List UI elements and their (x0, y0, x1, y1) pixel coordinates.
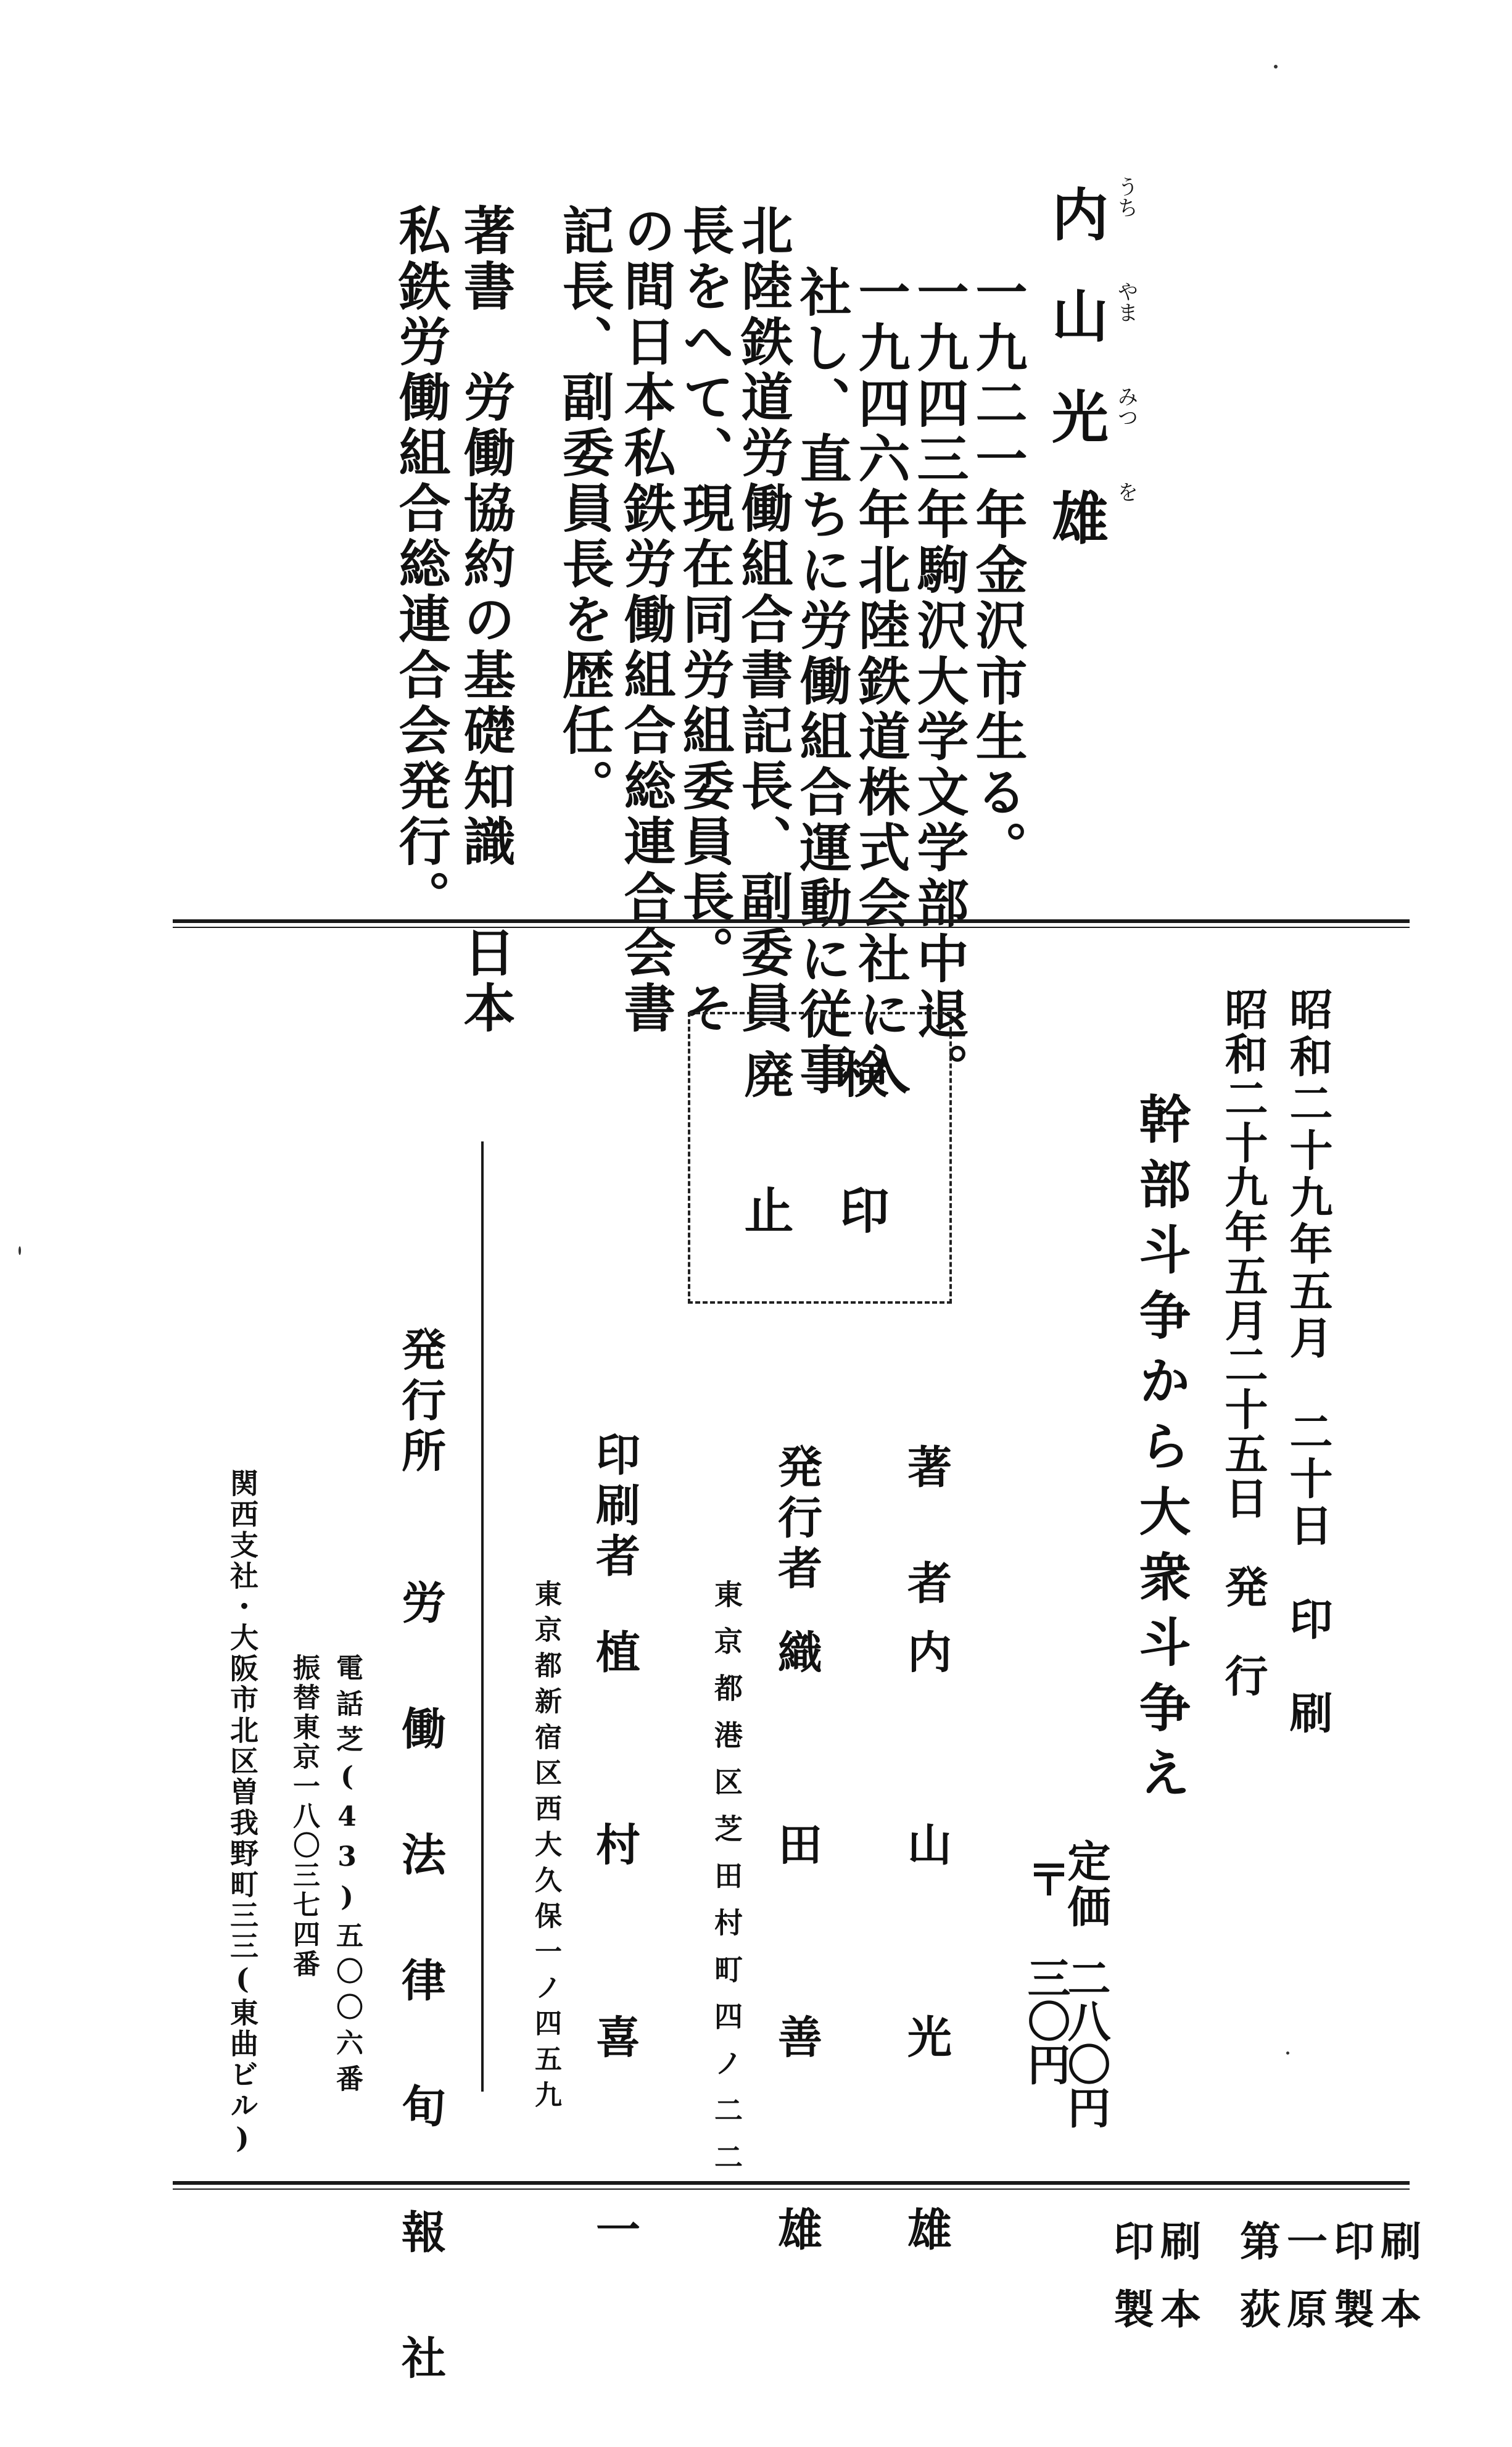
office-name: 労 働 法 律 旬 報 社 (394, 1580, 447, 2398)
author-name: 内 山 光 雄 (900, 1629, 952, 2303)
bio-line-8: 記長、副委員長を歴任。 (554, 204, 615, 814)
price-label: 定価 (1060, 1839, 1112, 1930)
scan-speck (1286, 2052, 1289, 2055)
office-phone: 電話芝(43)五〇〇六番 (331, 1654, 363, 2100)
bio-line-4: 社し、直ちに労働組合運動に従事 (791, 265, 853, 1098)
author-label: 著 者 (900, 1444, 952, 1618)
office-transfer: 振替東京一八〇三七四番 (288, 1654, 320, 1979)
publisher-name: 織 田 善 雄 (770, 1629, 823, 2303)
stamp-line-1: 検印 (832, 1049, 890, 1320)
top-divider (173, 919, 1410, 923)
footer-bind-label: 製本 (1113, 2285, 1207, 2333)
office-label: 発行所 (394, 1327, 447, 1478)
ruby-uchi: うち (1113, 176, 1138, 218)
bottom-divider-shadow (173, 2188, 1410, 2190)
bio-line-5: 北陸鉄道労働組合書記長、副委員 (733, 204, 794, 1037)
stamp-line-2: 廃止 (736, 1049, 794, 1320)
printer-name: 植 村 喜 一 (589, 1629, 641, 2303)
ruby-o: を (1113, 481, 1138, 502)
scan-speck (1274, 65, 1278, 68)
bio-line-6: 長をへて、現在同労組委員長。そ (674, 204, 735, 1037)
book-title: 幹部斗争から大衆斗争え (1131, 1092, 1192, 1811)
bio-line-3: 一九四六年北陸鉄道株式会社に入 (850, 265, 911, 1098)
footer-print-company: 第一印刷 (1240, 2217, 1427, 2266)
inspection-stamp-box (688, 1012, 952, 1304)
price-postage-mark: 〒 (1020, 1857, 1072, 1900)
top-divider-shadow (173, 927, 1410, 928)
bio-line-9: 著書 労働協約の基礎知識 日本 (455, 204, 516, 1037)
price-postage: 三〇円 (1020, 1956, 1072, 2085)
footer-print-label: 印刷 (1113, 2217, 1207, 2266)
bio-line-7: の間日本私鉄労働組合総連合会書 (616, 204, 677, 1037)
price-main: 二八〇円 (1060, 1956, 1112, 2129)
ruby-mitsu: みつ (1113, 386, 1138, 428)
scan-speck (19, 1246, 21, 1255)
printer-label: 印刷者 (589, 1431, 641, 1583)
printer-address: 東京都新宿区西大久保一ノ四五九 (530, 1580, 561, 2116)
footer-bind-company: 荻原製本 (1240, 2285, 1427, 2333)
kansai-branch: 関西支社・大阪市北区曽我野町三三(東曲ビル) (226, 1468, 259, 2157)
bottom-divider (173, 2181, 1410, 2185)
bio-line-2: 一九四三年駒沢大学文学部中退。 (909, 265, 970, 1098)
publisher-label: 発行者 (770, 1444, 823, 1596)
colophon-vertical-separator (481, 1141, 484, 2092)
publish-date: 昭和二十九年五月二十五日 発 行 (1218, 987, 1269, 1698)
print-date: 昭和二十九年五月 二十日 印 刷 (1283, 987, 1334, 1737)
author-bio-name: 内山光雄 (1043, 185, 1109, 590)
ruby-yama: やま (1113, 281, 1138, 323)
bio-line-1: 一九二一年金沢市生る。 (967, 265, 1028, 876)
bio-line-10: 私鉄労働組合総連合会発行。 (390, 204, 452, 925)
publisher-address: 東京都港区芝田村町四ノ二二 (710, 1580, 743, 2189)
